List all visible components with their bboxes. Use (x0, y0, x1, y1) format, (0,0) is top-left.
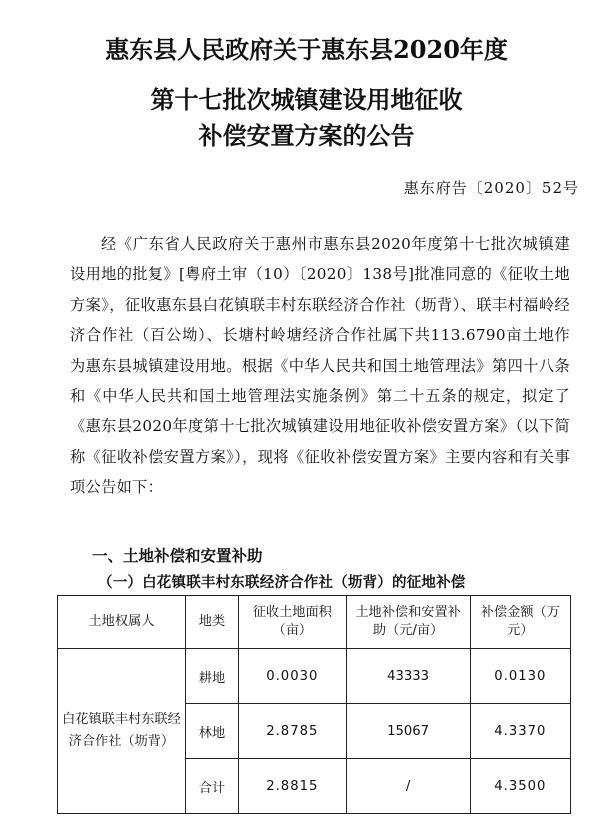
table-header-row (58, 596, 571, 649)
cell-amount: 0.0130 (470, 649, 570, 704)
document-title-line-2: 第十七批次城镇建设用地征收 (150, 85, 463, 114)
document-number: 惠东府告〔2020〕52号 (403, 179, 579, 197)
header-land-type: 地类 (185, 596, 238, 649)
cell-land-type: 合计 (185, 759, 238, 814)
cell-unit-compensation: / (346, 759, 470, 814)
header-unit-compensation: 土地补偿和安置补助（元/亩） (346, 596, 470, 649)
section-heading-1-1: （一）白花镇联丰村东联经济合作社（坜背）的征地补偿 (98, 575, 466, 591)
cell-area: 2.8785 (239, 704, 346, 759)
cell-amount: 4.3370 (470, 704, 570, 759)
cell-area: 0.0030 (239, 649, 346, 704)
header-area: 征收土地面积（亩） (239, 596, 346, 649)
cell-unit-compensation: 43333 (346, 649, 470, 704)
cell-land-type: 耕地 (185, 649, 238, 704)
cell-area: 2.8815 (239, 759, 346, 814)
table-row (58, 649, 571, 704)
cell-owner: 白花镇联丰村东联经济合作社（坜背） (58, 649, 186, 814)
compensation-table (57, 595, 571, 814)
document-title-line-1: 惠东县人民政府关于惠东县2020年度 (105, 35, 508, 64)
document-title-line-3: 补偿安置方案的公告 (198, 121, 415, 150)
section-heading-1: 一、土地补偿和安置补助 (92, 547, 263, 565)
cell-unit-compensation: 15067 (346, 704, 470, 759)
cell-land-type: 林地 (185, 704, 238, 759)
announcement-body: 经《广东省人民政府关于惠州市惠东县2020年度第十七批次城镇建设用地的批复》[粤府土审（10）〔2020〕138号]批准同意的《征收土地方案》，征收惠东县白花镇联丰村东联经济合作社（坜背）、联丰村福岭经济合作社（百公坳）、长塘村岭塘经济合作社属下共113.6790亩土地作为惠东县城镇建设用地。根据《中华人民共和国土地管理法》第四十八条和《中华人民共和国土地管理法实施条例》第二十五条的规定，拟定了《惠东县2020年度第十七批次城镇建设用地征收补偿安置方案》（以下简称《征收补偿安置方案》），现将《征收补偿安置方案》主要内容和有关事项公告如下： (70, 235, 570, 497)
cell-amount: 4.3500 (470, 759, 570, 814)
header-owner: 土地权属人 (58, 596, 186, 649)
header-amount: 补偿金额（万元） (470, 596, 570, 649)
